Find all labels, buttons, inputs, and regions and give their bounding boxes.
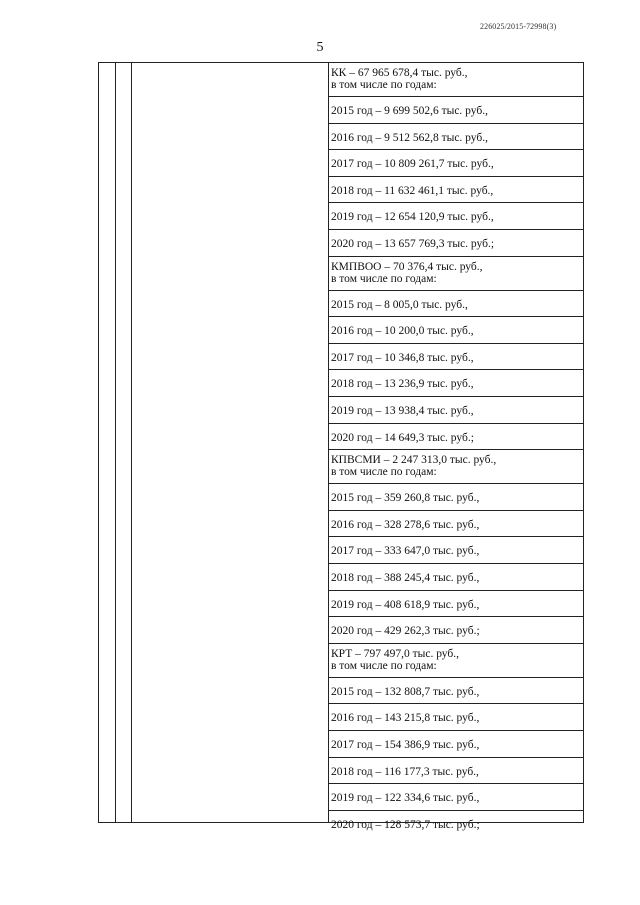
row-text: в том числе по годам:: [331, 466, 437, 479]
column-divider: [115, 63, 116, 822]
row-text: 2018 год – 116 177,3 тыс. руб.,: [331, 765, 479, 778]
row-text: 2016 год – 10 200,0 тыс. руб.,: [331, 325, 474, 338]
row-text: 2019 год – 12 654 120,9 тыс. руб.,: [331, 211, 494, 224]
table-row-total: [328, 63, 583, 97]
funding-column: [328, 63, 583, 831]
table-row-year: [328, 291, 583, 318]
table-row-year: [328, 230, 583, 257]
row-text: 2020 год – 13 657 769,3 тыс. руб.;: [331, 238, 495, 250]
row-text: 2018 год – 11 632 461,1 тыс. руб.,: [331, 184, 494, 197]
row-text: 2017 год – 10 346,8 тыс. руб.,: [331, 351, 474, 364]
table-row-year: [328, 704, 583, 731]
row-text: 2020 год – 14 649,3 тыс. руб.;: [331, 431, 474, 444]
row-text: в том числе по годам:: [331, 272, 437, 285]
table-row-year: [328, 511, 583, 538]
table-row-year: [328, 203, 583, 230]
row-text: 2016 год – 143 215,8 тыс. руб.,: [331, 712, 480, 725]
row-text: 2017 год – 154 386,9 тыс. руб.,: [331, 739, 480, 751]
row-text: 2018 год – 13 236,9 тыс. руб.,: [331, 378, 474, 391]
row-text: 2018 год – 388 245,4 тыс. руб.,: [331, 572, 480, 584]
row-text: 2020 год – 128 573,7 тыс. руб.;: [331, 818, 480, 831]
row-text: 2015 год – 359 260,8 тыс. руб.,: [331, 492, 480, 505]
row-text: 2019 год – 408 618,9 тыс. руб.,: [331, 598, 480, 611]
table-row-year: [328, 124, 583, 151]
row-text: 2016 год – 9 512 562,8 тыс. руб.,: [331, 131, 488, 144]
table-row-year: [328, 317, 583, 344]
table-row-year: [328, 537, 583, 564]
table-row-year: [328, 97, 583, 124]
table-row-year: [328, 678, 583, 705]
table-row-year: [328, 397, 583, 424]
funding-table: [98, 62, 584, 831]
table-row-total: [328, 257, 583, 291]
row-text: 2015 год – 9 699 502,6 тыс. руб.,: [331, 105, 488, 117]
table-row-year: [328, 731, 583, 758]
table-row-year: [328, 424, 583, 451]
table-row-year: [328, 591, 583, 618]
table-row-year: [328, 150, 583, 177]
table-row-year: [328, 617, 583, 644]
document-number: 226025/2015-72998(3): [480, 22, 557, 31]
row-text: 2020 год – 429 262,3 тыс. руб.;: [331, 625, 480, 638]
row-text: КРТ – 797 497,0 тыс. руб.,: [331, 647, 460, 660]
row-text: 2019 год – 13 938,4 тыс. руб.,: [331, 405, 474, 417]
row-text: 2016 год – 328 278,6 тыс. руб.,: [331, 518, 480, 531]
row-text: в том числе по годам:: [331, 659, 437, 672]
table-row-year: [328, 484, 583, 511]
row-text: 2019 год – 122 334,6 тыс. руб.,: [331, 792, 480, 805]
row-text: 2017 год – 333 647,0 тыс. руб.,: [331, 545, 480, 558]
row-text: 2017 год – 10 809 261,7 тыс. руб.,: [331, 158, 494, 171]
page-number: 5: [316, 40, 324, 55]
row-text: КК – 67 965 678,4 тыс. руб.,: [331, 67, 468, 79]
table-row-year: [328, 564, 583, 591]
table-row-year: [328, 784, 583, 811]
column-divider: [131, 63, 132, 822]
table-row-year: [328, 758, 583, 785]
row-text: в том числе по годам:: [331, 79, 437, 91]
row-text: КМПВОО – 70 376,4 тыс. руб.,: [331, 260, 483, 273]
row-text: 2015 год – 8 005,0 тыс. руб.,: [331, 298, 468, 311]
row-text: КПВСМИ – 2 247 313,0 тыс. руб.,: [331, 454, 497, 467]
table-row-year: [328, 811, 583, 838]
row-text: 2015 год – 132 808,7 тыс. руб.,: [331, 685, 480, 698]
table-row-year: [328, 370, 583, 397]
table-row-total: [328, 450, 583, 484]
table-row-total: [328, 644, 583, 678]
table-row-year: [328, 177, 583, 204]
table-row-year: [328, 344, 583, 371]
